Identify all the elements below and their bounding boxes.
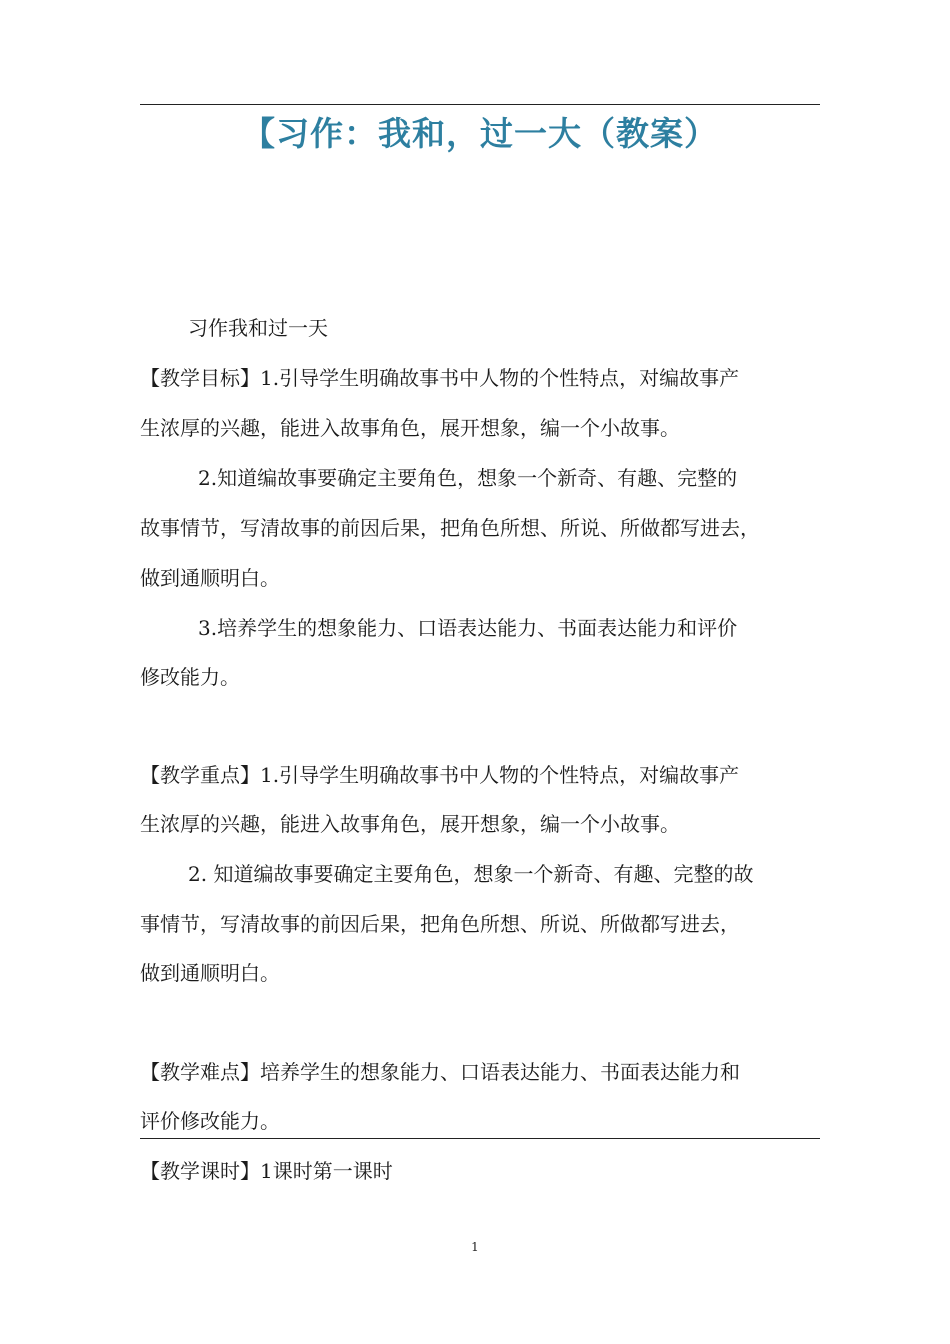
document-subtitle: 习作我和过一天	[188, 316, 328, 340]
paragraph-line: 事情节，写清故事的前因后果，把角色所想、所说、所做都写进去，	[140, 912, 740, 936]
paragraph-line: 2. 知道编故事要确定主要角色，想象一个新奇、有趣、完整的故	[188, 862, 754, 886]
paragraph-line: 故事情节，写清故事的前因后果，把角色所想、所说、所做都写进去，	[140, 516, 760, 540]
paragraph-line: 【教学课时】1课时第一课时	[140, 1159, 393, 1183]
paragraph-line: 【教学难点】培养学生的想象能力、口语表达能力、书面表达能力和	[140, 1060, 740, 1084]
paragraph-line: 【教学重点】1.引导学生明确故事书中人物的个性特点，对编故事产	[140, 763, 740, 787]
paragraph-line: 2.知道编故事要确定主要角色，想象一个新奇、有趣、完整的	[198, 466, 738, 490]
paragraph-line: 3.培养学生的想象能力、口语表达能力、书面表达能力和评价	[198, 616, 738, 640]
section-divider	[140, 1138, 820, 1139]
paragraph-line: 修改能力。	[140, 665, 240, 689]
header-rule	[140, 104, 820, 105]
document-title: 【习作：我和，过一大（教案）	[242, 114, 718, 153]
paragraph-line: 评价修改能力。	[140, 1109, 280, 1133]
paragraph-line: 做到通顺明白。	[140, 566, 280, 590]
page-number: 1	[471, 1240, 479, 1254]
paragraph-line: 生浓厚的兴趣，能进入故事角色，展开想象，编一个小故事。	[140, 812, 680, 836]
paragraph-line: 生浓厚的兴趣，能进入故事角色，展开想象，编一个小故事。	[140, 416, 680, 440]
paragraph-line: 做到通顺明白。	[140, 961, 280, 985]
paragraph-line: 【教学目标】1.引导学生明确故事书中人物的个性特点，对编故事产	[140, 366, 740, 390]
